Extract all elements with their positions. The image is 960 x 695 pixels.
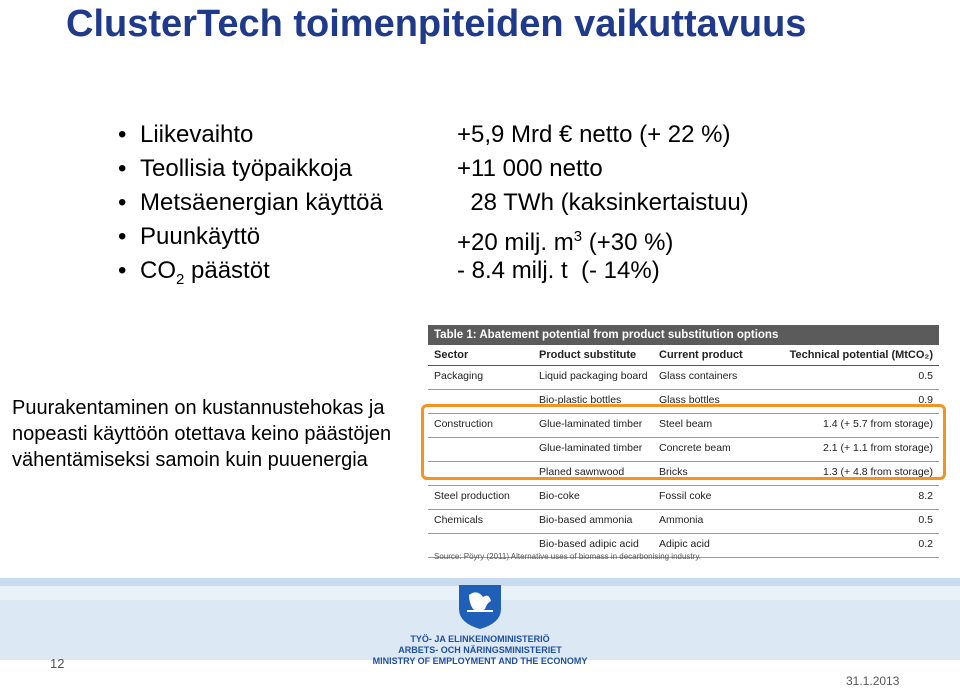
bullet-value: - 8.4 milj. t (- 14%) xyxy=(457,257,660,284)
label-text: päästöt xyxy=(184,257,270,284)
slide-title: ClusterTech toimenpiteiden vaikuttavuus xyxy=(66,3,807,45)
table-cell: Bio-based ammonia xyxy=(539,514,633,526)
subscript: 2 xyxy=(176,270,185,288)
bullet-label: Puunkäyttö xyxy=(140,223,261,250)
table-cell: 1.3 (+ 4.8 from storage) xyxy=(822,466,933,478)
bullet-value xyxy=(457,222,673,258)
bullet-label xyxy=(140,256,270,295)
footer xyxy=(0,578,960,695)
bullet-icon: • xyxy=(118,155,127,182)
table-source: Source: Pöyry (2011) Alternative uses of biomass in decarbonising industry. xyxy=(434,552,701,561)
header-cell: Technical potential (MtCO₂) xyxy=(789,349,933,361)
ministry-name xyxy=(330,634,630,667)
table-cell: Glass containers xyxy=(659,370,738,382)
table-cell: Glue-laminated timber xyxy=(539,442,643,454)
table-cell: Bio-plastic bottles xyxy=(539,394,622,406)
ministry-line: ARBETS- OCH NÄRINGSMINISTERIET xyxy=(398,645,562,655)
table-cell: Packaging xyxy=(434,370,484,382)
table-cell: 0.5 xyxy=(918,370,933,382)
table-cell: 1.4 (+ 5.7 from storage) xyxy=(822,418,933,430)
table-cell: Steel production xyxy=(434,490,510,502)
superscript: 3 xyxy=(573,228,583,245)
table-cell: Liquid packaging board xyxy=(539,370,648,382)
table-row xyxy=(428,366,939,390)
bullet-icon: • xyxy=(118,223,127,250)
table-cell: 0.2 xyxy=(918,538,933,550)
header-cell: Current product xyxy=(659,349,743,361)
table-cell: Adipic acid xyxy=(659,538,710,550)
label-text: CO xyxy=(140,257,176,284)
table-row xyxy=(428,486,939,510)
table-cell: 0.9 xyxy=(918,394,933,406)
bullet-value: +5,9 Mrd € netto (+ 22 %) xyxy=(457,121,731,148)
table-cell: Glue-laminated timber xyxy=(539,418,643,430)
bullet-value: +11 000 netto xyxy=(457,155,603,182)
table-cell: Construction xyxy=(434,418,493,430)
bullet-icon: • xyxy=(118,189,127,216)
table-cell: Bricks xyxy=(659,466,688,478)
table-cell: Fossil coke xyxy=(659,490,712,502)
highlight-frame xyxy=(421,404,946,480)
table-cell: 2.1 (+ 1.1 from storage) xyxy=(822,442,933,454)
bullet-icon: • xyxy=(118,121,127,148)
table-cell: Chemicals xyxy=(434,514,484,526)
value-text: +20 milj. m xyxy=(457,229,574,256)
bullet-icon: • xyxy=(118,257,127,284)
page-number: 12 xyxy=(50,656,65,671)
table-cell: Ammonia xyxy=(659,514,704,526)
ministry-line: MINISTRY OF EMPLOYMENT AND THE ECONOMY xyxy=(372,656,588,666)
bullet-label: Teollisia työpaikkoja xyxy=(140,155,353,182)
table-header xyxy=(428,345,939,366)
header-cell: Product substitute xyxy=(539,349,637,361)
lion-emblem-icon xyxy=(453,581,507,631)
table-cell: Glass bottles xyxy=(659,394,720,406)
bullet-label: Metsäenergian käyttöä xyxy=(140,189,383,216)
bullet-value: 28 TWh (kaksinkertaistuu) xyxy=(457,189,749,216)
table-cell: Bio-based adipic acid xyxy=(539,538,639,550)
bullet-label: Liikevaihto xyxy=(140,121,254,148)
table-row xyxy=(428,510,939,534)
table-caption: Table 1: Abatement potential from product substitution options xyxy=(428,325,939,345)
table-cell: Concrete beam xyxy=(659,442,731,454)
table-cell: 0.5 xyxy=(918,514,933,526)
ministry-line: TYÖ- JA ELINKEINOMINISTERIÖ xyxy=(410,634,550,644)
header-cell: Sector xyxy=(434,349,469,361)
table-cell: 8.2 xyxy=(918,490,933,502)
summary-note: Puurakentaminen on kustannustehokas ja nopeasti käyttöön otettava keino päästöjen vähentämiseksi samoin kuin puuenergia xyxy=(12,397,392,471)
table-cell: Steel beam xyxy=(659,418,713,430)
table-cell: Planed sawnwood xyxy=(539,466,625,478)
slide-date: 31.1.2013 xyxy=(846,674,900,688)
table-cell: Bio-coke xyxy=(539,490,580,502)
value-text: (+30 %) xyxy=(582,229,674,256)
